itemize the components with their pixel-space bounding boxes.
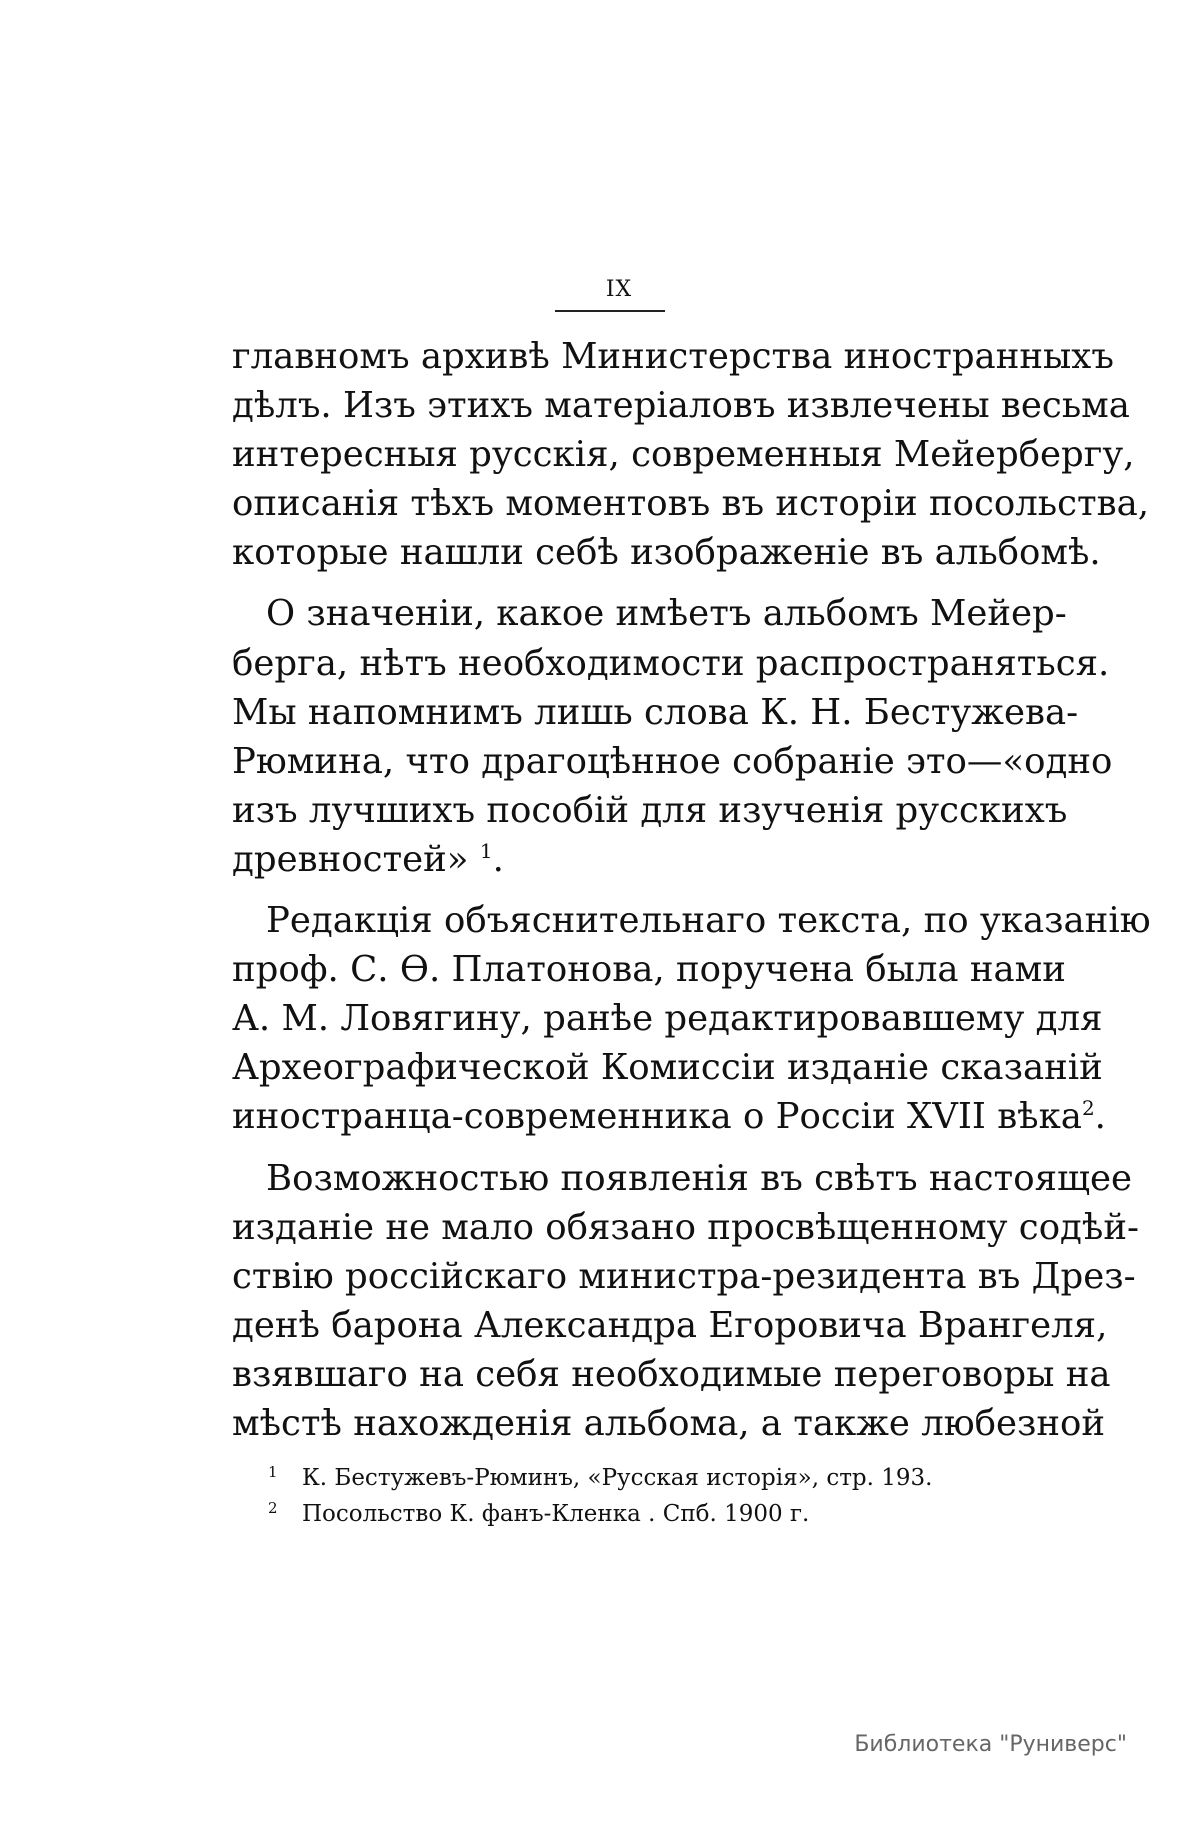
text-line: Рюмина, что драгоцѣнное собраніе это—«одно: [232, 740, 1113, 782]
footnote-text: К. Бестужевъ-Рюминъ, «Русская исторія», стр. 193.: [302, 1465, 933, 1491]
text-line-tail: .: [1094, 1096, 1106, 1138]
text-line: [232, 835, 984, 884]
text-line: берга, нѣтъ необходимости распространяться.: [232, 642, 1110, 684]
text-line: ствію россійскаго министра-резидента въ Дрез-: [232, 1255, 1136, 1297]
page-number-rule: [555, 310, 665, 312]
text-line: проф. С. Ѳ. Платонова, поручена была нами: [232, 949, 1066, 991]
page-number: IX: [605, 277, 633, 302]
library-watermark: Библиотека "Руниверс": [854, 1732, 1127, 1757]
text-line: описанія тѣхъ моментовъ въ исторіи посольства,: [232, 483, 1150, 525]
footnote-text: Посольство К. фанъ-Кленка . Спб. 1900 г.: [302, 1501, 810, 1527]
footnote-ref: 2: [1081, 1096, 1095, 1121]
text-line: взявшаго на себя необходимые переговоры на: [232, 1353, 1111, 1395]
text-line: главномъ архивѣ Министерства иностранныхъ: [232, 336, 1114, 377]
text-line: которые нашли себѣ изображеніе въ альбомѣ.: [232, 532, 1101, 574]
text-line: Редакція объяснительнаго текста, по указанію: [266, 900, 1151, 942]
text-line-content: иностранца-современника о Россіи XVII вѣка: [232, 1096, 1082, 1138]
text-line: Мы напомнимъ лишь слова К. Н. Бестужева-: [232, 691, 1079, 733]
text-line: денѣ барона Александра Егоровича Врангеля,: [232, 1304, 1108, 1346]
footnote: [268, 1460, 968, 1496]
text-line: изъ лучшихъ пособій для изученія русскихъ: [232, 789, 1068, 831]
footnote: [268, 1496, 968, 1532]
text-line: дѣлъ. Изъ этихъ матеріаловъ извлечены весьма: [232, 385, 1130, 427]
body-text: [232, 332, 1151, 1448]
text-line: мѣстѣ нахожденія альбома, а также любезной: [232, 1402, 1106, 1444]
footnote-mark: 2: [268, 1499, 278, 1517]
footnotes: [268, 1460, 968, 1532]
text-line: А. М. Ловягину, ранѣе редактировавшему для: [232, 998, 1103, 1040]
text-line: интересныя русскія, современныя Мейербергу,: [232, 434, 1135, 476]
footnote-mark: 1: [268, 1463, 278, 1481]
footnote-ref: 1: [479, 839, 493, 864]
text-line-tail: .: [492, 838, 504, 880]
text-line: О значеніи, какое имѣетъ альбомъ Мейер-: [266, 593, 1067, 635]
text-line: Возможностью появленія въ свѣтъ настоящее: [266, 1157, 1132, 1199]
text-line: изданіе не мало обязано просвѣщенному содѣй-: [232, 1206, 1139, 1248]
text-line-content: древностей»: [232, 838, 469, 880]
text-line: Археографической Комиссіи изданіе сказаній: [232, 1047, 1103, 1089]
text-line: [232, 1092, 1106, 1141]
